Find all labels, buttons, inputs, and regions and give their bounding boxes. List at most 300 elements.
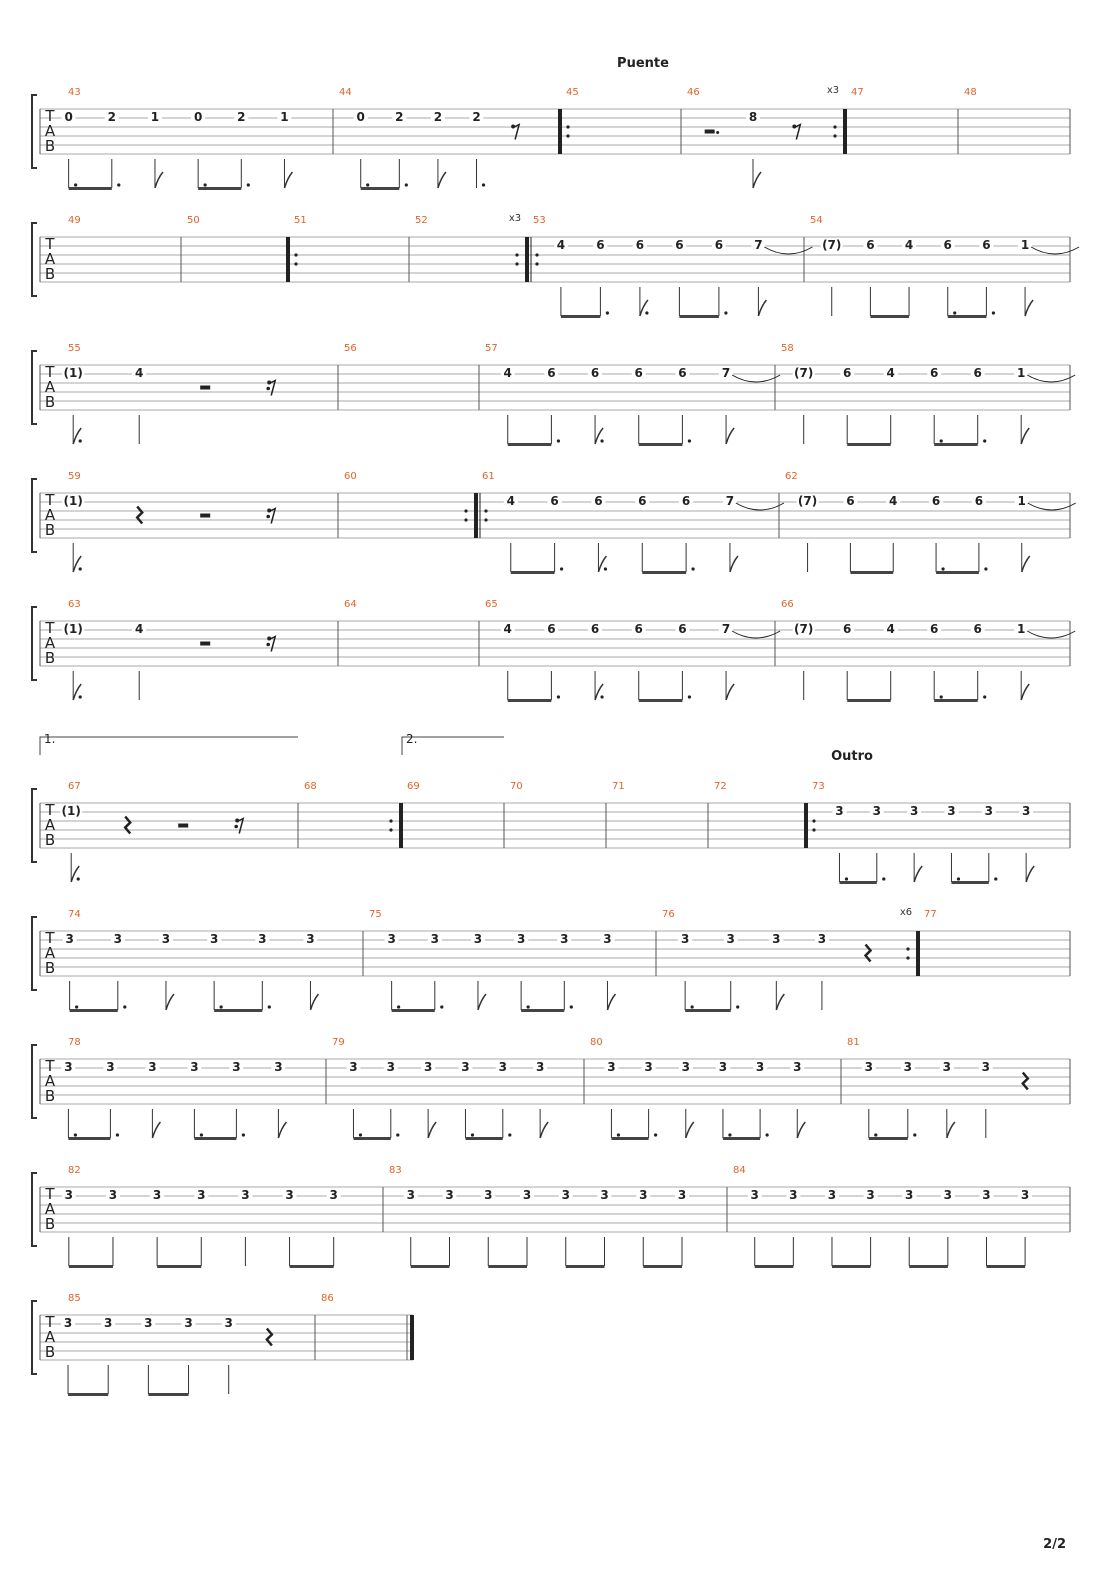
fret-number: 6 xyxy=(634,622,643,636)
staff-system xyxy=(32,1165,1070,1268)
system-bracket xyxy=(32,917,37,990)
note-flag xyxy=(166,994,174,1010)
note-flag xyxy=(726,428,734,444)
measure-number: 47 xyxy=(851,87,864,98)
fret-number: 6 xyxy=(634,366,643,380)
fret-number: 3 xyxy=(835,804,844,818)
fret-number: 3 xyxy=(639,1188,648,1202)
note-beam xyxy=(566,1265,605,1268)
fret-number: 3 xyxy=(161,932,171,946)
measure-number: 53 xyxy=(533,215,546,226)
fret-number: 1 xyxy=(1017,494,1026,508)
fret-number: 3 xyxy=(947,804,956,818)
system-bracket xyxy=(32,607,37,680)
fret-number: 6 xyxy=(843,366,852,380)
fret-number: 3 xyxy=(241,1188,250,1202)
fret-number: 3 xyxy=(560,932,569,946)
note-dot xyxy=(882,877,885,880)
note-beam xyxy=(148,1393,188,1396)
sixteenth-rest-dot xyxy=(234,825,238,829)
repeat-dot xyxy=(515,262,518,265)
fret-number: 3 xyxy=(306,932,315,946)
measure-number: 73 xyxy=(812,781,825,792)
measure-number: 51 xyxy=(294,215,307,226)
tab-clef-letter: A xyxy=(44,1072,56,1090)
note-dot xyxy=(440,1005,443,1008)
measure-number: 52 xyxy=(415,215,428,226)
note-beam xyxy=(521,1009,564,1012)
note-dot xyxy=(688,439,691,442)
repeat-dot xyxy=(906,947,909,950)
fret-number: 3 xyxy=(329,1188,338,1202)
fret-number: 3 xyxy=(349,1060,358,1074)
note-dot xyxy=(123,1005,126,1008)
measure-number: 70 xyxy=(510,781,523,792)
note-beam xyxy=(290,1265,334,1268)
half-rest xyxy=(200,514,210,518)
fret-number: 6 xyxy=(931,494,941,508)
fret-number: 6 xyxy=(846,494,855,508)
note-dot xyxy=(645,311,648,314)
fret-number: 3 xyxy=(793,1060,802,1074)
note-beam xyxy=(69,187,112,190)
fret-number: 1 xyxy=(1017,366,1026,380)
note-beam xyxy=(465,1137,502,1140)
tab-clef-letter: A xyxy=(44,122,56,140)
note-beam xyxy=(934,699,978,702)
measure-number: 62 xyxy=(785,471,798,482)
fret-number: 2 xyxy=(237,110,246,124)
repeat-dot xyxy=(464,509,467,512)
system-bracket xyxy=(32,95,37,168)
note-dot xyxy=(766,1133,769,1136)
note-flag xyxy=(438,172,446,188)
note-flag xyxy=(155,172,163,188)
half-rest xyxy=(200,642,210,646)
half-rest xyxy=(178,824,188,828)
note-dot xyxy=(366,183,369,186)
tie-arc xyxy=(1031,247,1079,254)
note-beam xyxy=(411,1265,450,1268)
note-beam xyxy=(70,1009,118,1012)
note-dot xyxy=(74,183,77,186)
eighth-rest-stem xyxy=(269,381,275,396)
tab-clef-letter: T xyxy=(45,1185,55,1203)
note-beam xyxy=(157,1265,201,1268)
system-bracket xyxy=(32,351,37,424)
tie-arc xyxy=(1028,503,1076,510)
repeat-dot xyxy=(812,819,815,822)
fret-number: 3 xyxy=(274,1060,283,1074)
note-dot xyxy=(913,1133,916,1136)
repeat-end-bar xyxy=(399,803,403,848)
note-dot xyxy=(984,567,987,570)
note-dot xyxy=(482,183,485,186)
fret-number: 4 xyxy=(506,494,515,508)
tab-clef-letter: B xyxy=(44,521,56,539)
fret-number: (7) xyxy=(822,238,842,252)
half-rest xyxy=(705,130,715,134)
note-dot xyxy=(600,439,603,442)
fret-number: 6 xyxy=(547,622,556,636)
fret-number: 3 xyxy=(232,1060,241,1074)
fret-number: (1) xyxy=(61,804,81,818)
repeat-end-bar xyxy=(525,237,529,282)
note-beam xyxy=(850,571,893,574)
note-dot xyxy=(983,695,986,698)
fret-number: (1) xyxy=(63,494,83,508)
note-flag xyxy=(428,1122,436,1138)
fret-number: 3 xyxy=(1021,804,1031,818)
tab-clef-letter: A xyxy=(44,250,56,268)
fret-number: 4 xyxy=(503,366,512,380)
fret-number: 3 xyxy=(430,932,439,946)
tie-arc xyxy=(732,631,780,638)
tab-clef-letter: T xyxy=(45,107,55,125)
note-dot xyxy=(691,1005,694,1008)
fret-number: 3 xyxy=(600,1188,609,1202)
note-dot xyxy=(560,567,563,570)
note-beam xyxy=(839,881,876,884)
fret-number: 8 xyxy=(748,110,758,124)
fret-number: 3 xyxy=(872,804,881,818)
tab-clef-letter: T xyxy=(45,1057,55,1075)
note-beam xyxy=(948,315,987,318)
note-beam xyxy=(68,1393,108,1396)
note-dot xyxy=(728,1133,731,1136)
fret-number: (1) xyxy=(63,622,83,636)
note-beam xyxy=(392,1009,435,1012)
note-flag xyxy=(686,1122,694,1138)
note-dot xyxy=(600,695,603,698)
note-flag xyxy=(947,1122,955,1138)
repeat-dot xyxy=(515,253,518,256)
fret-number: 6 xyxy=(982,238,991,252)
system-bracket xyxy=(32,1301,37,1374)
measure-number: 65 xyxy=(485,599,498,610)
repeat-dot xyxy=(389,828,392,831)
repeat-dot xyxy=(566,125,569,128)
note-dot xyxy=(953,311,956,314)
note-beam xyxy=(847,443,891,446)
note-beam xyxy=(986,1265,1025,1268)
fret-number: 6 xyxy=(930,366,939,380)
note-beam xyxy=(934,443,978,446)
note-flag xyxy=(1021,684,1029,700)
tab-clef-letter: T xyxy=(45,235,55,253)
measure-number: 45 xyxy=(566,87,579,98)
note-dot xyxy=(204,183,207,186)
note-flag xyxy=(310,994,318,1010)
note-flag xyxy=(1021,428,1029,444)
staff-system xyxy=(32,343,1075,446)
note-beam xyxy=(723,1137,760,1140)
note-dot xyxy=(692,567,695,570)
fret-number: 6 xyxy=(590,366,600,380)
tab-clef-letter: B xyxy=(44,1087,56,1105)
measure-number: 71 xyxy=(612,781,625,792)
fret-number: 4 xyxy=(886,622,895,636)
system-bracket xyxy=(32,1173,37,1246)
measure-number: 79 xyxy=(332,1037,345,1048)
fret-number: 6 xyxy=(714,238,724,252)
fret-number: 3 xyxy=(498,1060,507,1074)
tab-clef-letter: T xyxy=(45,619,55,637)
note-beam xyxy=(685,1009,731,1012)
note-flag xyxy=(278,1122,286,1138)
measure-number: 81 xyxy=(847,1037,860,1048)
fret-number: 3 xyxy=(607,1060,616,1074)
note-dot xyxy=(570,1005,573,1008)
repeat-start-bar xyxy=(286,237,290,282)
fret-number: 0 xyxy=(64,110,73,124)
fret-number: 3 xyxy=(423,1060,433,1074)
tab-clef-letter: A xyxy=(44,634,56,652)
fret-number: 3 xyxy=(406,1188,415,1202)
fret-number: 3 xyxy=(644,1060,653,1074)
note-dot xyxy=(396,1133,399,1136)
sixteenth-rest-dot xyxy=(266,515,270,519)
note-dot xyxy=(117,183,120,186)
eighth-rest-stem xyxy=(794,125,800,140)
measure-number: 55 xyxy=(68,343,81,354)
measure-number: 75 xyxy=(369,909,382,920)
measure-number: 44 xyxy=(339,87,352,98)
fret-number: 3 xyxy=(984,804,993,818)
fret-number: 7 xyxy=(721,366,731,380)
fret-number: 1 xyxy=(150,110,160,124)
fret-number: 2 xyxy=(395,110,404,124)
fret-number: 3 xyxy=(224,1316,233,1330)
tab-clef-letter: A xyxy=(44,378,56,396)
fret-number: 3 xyxy=(718,1060,728,1074)
note-flag xyxy=(726,684,734,700)
fret-number: 3 xyxy=(65,932,74,946)
repeat-dot xyxy=(464,518,467,521)
staff-system xyxy=(32,1037,1070,1140)
fret-number: 6 xyxy=(943,238,952,252)
fret-number: 6 xyxy=(594,494,603,508)
tie-arc xyxy=(1027,631,1075,638)
fret-number: 6 xyxy=(930,622,939,636)
measure-number: 56 xyxy=(344,343,357,354)
final-barline xyxy=(410,1315,414,1360)
repeat-dot xyxy=(294,253,297,256)
fret-number: 3 xyxy=(108,1188,118,1202)
fret-number: 3 xyxy=(285,1188,294,1202)
eighth-rest-stem xyxy=(513,125,519,140)
fret-number: 3 xyxy=(190,1060,199,1074)
sixteenth-rest-dot xyxy=(266,387,270,391)
fret-number: 4 xyxy=(904,238,914,252)
note-flag xyxy=(284,172,292,188)
note-beam xyxy=(642,571,686,574)
note-beam xyxy=(508,699,552,702)
fret-number: 6 xyxy=(675,238,684,252)
half-rest xyxy=(200,386,210,390)
repeat-dot xyxy=(812,828,815,831)
tie-arc xyxy=(764,247,812,254)
fret-number: 6 xyxy=(550,494,559,508)
tab-clef-letter: B xyxy=(44,393,56,411)
measure-number: 54 xyxy=(810,215,823,226)
measure-number: 46 xyxy=(687,87,700,98)
note-beam xyxy=(488,1265,527,1268)
quarter-rest xyxy=(125,817,130,834)
note-beam xyxy=(69,1265,113,1268)
fret-number: 3 xyxy=(148,1060,157,1074)
note-beam xyxy=(611,1137,648,1140)
note-dot xyxy=(79,439,82,442)
fret-number: 6 xyxy=(973,366,982,380)
fret-number: 6 xyxy=(866,238,875,252)
fret-number: 7 xyxy=(754,238,763,252)
note-beam xyxy=(198,187,241,190)
measure-number: 43 xyxy=(68,87,81,98)
system-bracket xyxy=(32,1045,37,1118)
tab-clef-letter: B xyxy=(44,1343,56,1361)
quarter-rest xyxy=(267,1329,272,1346)
fret-number: 3 xyxy=(522,1188,532,1202)
repeat-start-bar xyxy=(804,803,808,848)
fret-number: (7) xyxy=(794,366,814,380)
fret-number: 1 xyxy=(280,110,289,124)
note-flag xyxy=(1025,300,1033,316)
note-dot xyxy=(941,567,944,570)
repeat-dot xyxy=(294,262,297,265)
staff-system xyxy=(32,599,1075,702)
note-beam xyxy=(909,1265,948,1268)
note-dot xyxy=(617,1133,620,1136)
fret-number: 3 xyxy=(63,1316,73,1330)
staff-system xyxy=(32,471,1076,574)
fret-number: 3 xyxy=(197,1188,206,1202)
fret-number: 0 xyxy=(356,110,365,124)
section-title-outro: Outro xyxy=(831,749,873,764)
rest-dot xyxy=(716,131,719,134)
fret-number: 3 xyxy=(681,1060,690,1074)
measure-number: 84 xyxy=(733,1165,746,1176)
note-beam xyxy=(832,1265,871,1268)
staff-system xyxy=(32,1293,414,1396)
note-dot xyxy=(74,1133,77,1136)
fret-number: (1) xyxy=(63,366,83,380)
staff-system xyxy=(32,85,1070,190)
measure-number: 82 xyxy=(68,1165,81,1176)
measure-number: 77 xyxy=(924,909,937,920)
note-flag xyxy=(1022,556,1030,572)
fret-number: 6 xyxy=(974,494,984,508)
note-flag xyxy=(753,172,761,188)
note-dot xyxy=(992,311,995,314)
fret-number: 3 xyxy=(817,932,827,946)
fret-number: 3 xyxy=(603,932,612,946)
eighth-rest-stem xyxy=(269,637,275,652)
fret-number: 3 xyxy=(750,1188,759,1202)
note-beam xyxy=(511,571,555,574)
measure-number: 58 xyxy=(781,343,794,354)
staff-system xyxy=(32,781,1070,884)
note-dot xyxy=(508,1133,511,1136)
page-number: 2/2 xyxy=(1043,1537,1066,1552)
note-dot xyxy=(397,1005,400,1008)
repeat-count: x3 xyxy=(508,213,522,224)
tab-clef-letter: T xyxy=(45,801,55,819)
fret-number: 6 xyxy=(681,494,691,508)
measure-number: 78 xyxy=(68,1037,81,1048)
tie-arc xyxy=(732,375,780,382)
note-dot xyxy=(268,1005,271,1008)
tie-arc xyxy=(736,503,784,510)
note-dot xyxy=(845,877,848,880)
repeat-dot xyxy=(566,134,569,137)
note-beam xyxy=(755,1265,794,1268)
note-flag xyxy=(730,556,738,572)
eighth-rest-stem xyxy=(269,509,275,524)
repeat-dot xyxy=(484,518,487,521)
fret-number: (7) xyxy=(797,494,818,508)
repeat-dot xyxy=(535,262,538,265)
repeat-end-bar xyxy=(916,931,920,976)
fret-number: 3 xyxy=(106,1060,115,1074)
fret-number: 3 xyxy=(104,1316,113,1330)
note-dot xyxy=(405,183,408,186)
note-flag xyxy=(607,994,615,1010)
fret-number: 2 xyxy=(107,110,116,124)
fret-number: 3 xyxy=(473,932,483,946)
quarter-rest xyxy=(866,945,871,962)
note-flag xyxy=(758,300,766,316)
note-beam xyxy=(361,187,400,190)
note-beam xyxy=(951,881,988,884)
quarter-rest xyxy=(137,507,142,524)
fret-number: 4 xyxy=(556,238,566,252)
note-beam xyxy=(68,1137,110,1140)
note-dot xyxy=(242,1133,245,1136)
fret-number: 3 xyxy=(387,932,396,946)
note-dot xyxy=(940,695,943,698)
repeat-dot xyxy=(535,253,538,256)
measure-number: 74 xyxy=(68,909,81,920)
fret-number: 7 xyxy=(725,494,735,508)
fret-number: 7 xyxy=(721,622,731,636)
fret-number: 3 xyxy=(184,1316,193,1330)
fret-number: 3 xyxy=(789,1188,798,1202)
tab-clef-letter: B xyxy=(44,831,56,849)
repeat-start-bar xyxy=(558,109,562,154)
note-flag xyxy=(1026,866,1034,882)
system-bracket xyxy=(32,789,37,862)
repeat-count: x3 xyxy=(826,85,840,96)
fret-number: 3 xyxy=(258,932,267,946)
fret-number: (7) xyxy=(794,622,814,636)
tab-clef-letter: T xyxy=(45,929,55,947)
tab-clef-letter: B xyxy=(44,265,56,283)
measure-number: 64 xyxy=(344,599,357,610)
note-dot xyxy=(220,1005,223,1008)
tab-clef-letter: A xyxy=(44,816,56,834)
note-beam xyxy=(679,315,719,318)
sixteenth-rest-dot xyxy=(266,643,270,647)
measure-number: 49 xyxy=(68,215,81,226)
repeat-dot xyxy=(833,125,836,128)
note-dot xyxy=(654,1133,657,1136)
note-dot xyxy=(557,439,560,442)
note-dot xyxy=(77,877,80,880)
volta-bracket-first xyxy=(40,737,298,755)
measure-number: 59 xyxy=(68,471,81,482)
measure-number: 80 xyxy=(590,1037,603,1048)
